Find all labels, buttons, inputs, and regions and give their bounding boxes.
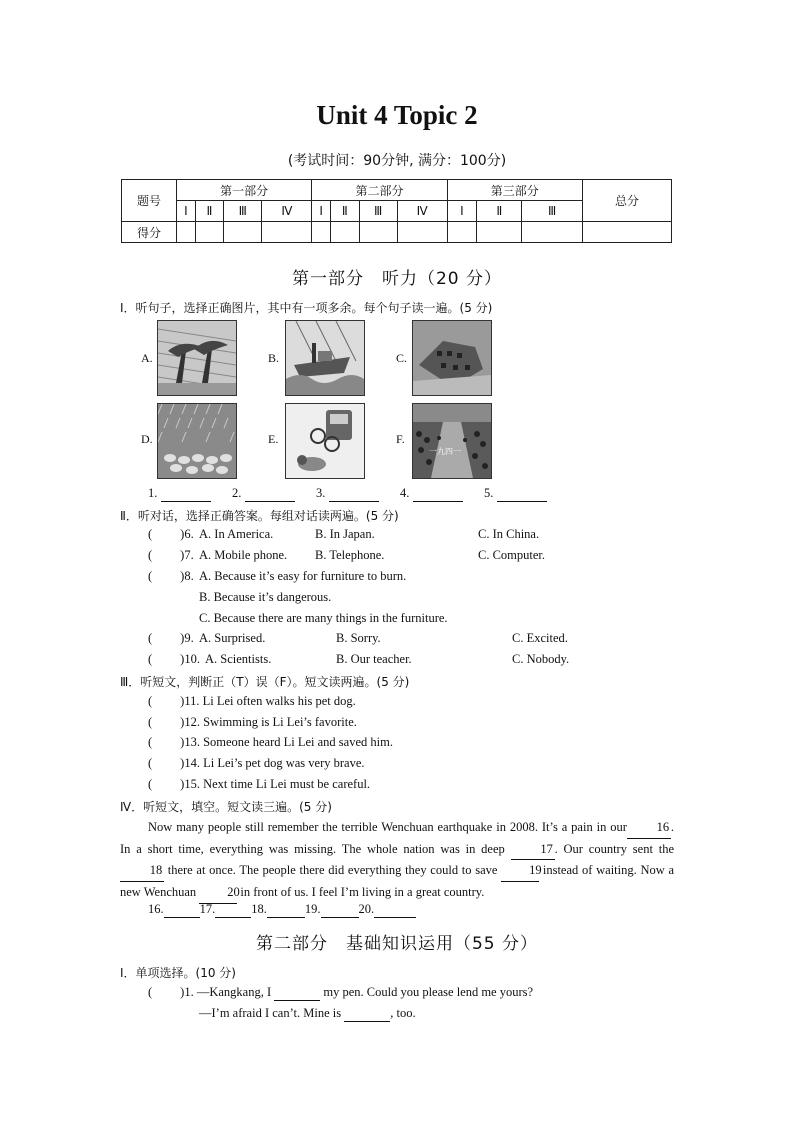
passage-text: there at once. The people there did everything they could to save	[167, 863, 498, 878]
answer-paren: (	[148, 652, 153, 666]
question-text: , too.	[390, 1006, 416, 1020]
question-6	[148, 527, 194, 542]
answer-1-label: 1.	[148, 486, 158, 500]
passage-text: Now many people still remember the terrible Wenchuan earthquake in 2008. It’s a pain in our	[148, 820, 627, 834]
question-number: )10.	[180, 652, 200, 666]
q3-instruction: Ⅲ．听短文，判断正（T）误（F）。短文读两遍。(5 分)	[120, 675, 410, 689]
rain-flood-picture	[157, 403, 237, 479]
answer-17-blank[interactable]	[215, 902, 251, 918]
answer-19-label: 19.	[304, 902, 321, 916]
question-9	[148, 631, 194, 646]
blank-20[interactable]: 20	[199, 882, 237, 904]
option-c: C. Because there are many things in the furniture.	[199, 611, 448, 625]
score-cell[interactable]	[331, 222, 359, 243]
part2-col: Ⅰ	[312, 201, 331, 222]
answer-paren: (	[148, 756, 153, 770]
blank-18[interactable]: 18	[120, 860, 164, 882]
picture-label-a: A.	[141, 351, 153, 365]
question-number: )9.	[180, 631, 194, 645]
answer-2-label: 2.	[232, 486, 242, 500]
score-cell[interactable]	[359, 222, 397, 243]
answer-line	[484, 486, 547, 502]
question-text: my pen. Could you please lend me yours?	[323, 985, 534, 999]
question-blank[interactable]	[344, 1006, 390, 1022]
answer-paren: (	[148, 777, 153, 791]
question-number: )8.	[180, 569, 194, 583]
part1-col: Ⅰ	[177, 201, 196, 222]
answer-18-label: 18.	[251, 902, 267, 916]
s2-question-1-reply	[199, 1006, 416, 1022]
score-cell[interactable]	[224, 222, 262, 243]
part3-col: Ⅰ	[447, 201, 477, 222]
q4-instruction: Ⅳ．听短文，填空。短文读三遍。(5 分)	[120, 800, 332, 814]
answer-16-label: 16.	[148, 902, 164, 916]
question-10	[148, 652, 200, 667]
option-c: C. In China.	[478, 527, 540, 541]
answer-line	[400, 486, 463, 502]
answer-3-blank[interactable]	[329, 486, 379, 502]
option-a: A. Scientists.	[205, 652, 272, 666]
option-a: A. Surprised.	[199, 631, 266, 645]
answer-16-blank[interactable]	[164, 902, 200, 918]
score-cell[interactable]	[195, 222, 223, 243]
question-14	[148, 756, 365, 771]
answer-3-label: 3.	[316, 486, 326, 500]
blank-16[interactable]: 16	[627, 817, 671, 839]
passage-text: in front of us. I feel I’m living in a great country.	[240, 885, 485, 900]
answer-paren: (	[148, 694, 153, 708]
collapsed-building-picture	[412, 320, 492, 396]
blank-19[interactable]: 19	[501, 860, 539, 882]
answer-2-blank[interactable]	[245, 486, 295, 502]
answer-line	[316, 486, 379, 502]
q2-instruction: Ⅱ．听对话，选择正确答案。每组对话读两遍。(5 分)	[120, 509, 399, 523]
cloze-answer-line	[148, 902, 416, 918]
part2-header: 第二部分	[312, 180, 447, 201]
statement-text: )14. Li Lei’s pet dog was very brave.	[180, 756, 365, 770]
bike-accident-picture	[285, 403, 365, 479]
picture-label-b: B.	[268, 351, 280, 365]
score-cell[interactable]	[312, 222, 331, 243]
part1-col: Ⅳ	[262, 201, 312, 222]
option-b: B. In Japan.	[315, 527, 375, 541]
part3-header: 第三部分	[447, 180, 582, 201]
q1-instruction: Ⅰ．听句子，选择正确图片，其中有一项多余。每个句子读一遍。(5 分)	[120, 301, 493, 315]
cloze-passage	[120, 817, 674, 904]
option-b: B. Because it’s dangerous.	[199, 590, 332, 604]
answer-paren: (	[148, 985, 153, 999]
answer-19-blank[interactable]	[321, 902, 359, 918]
answer-paren: (	[148, 569, 153, 583]
ship-in-storm-picture	[285, 320, 365, 396]
answer-1-blank[interactable]	[161, 486, 211, 502]
passage-text: instead of waiting. Now a new Wenchuan	[120, 863, 675, 900]
answer-line	[148, 486, 211, 502]
statement-text: )13. Someone heard Li Lei and saved him.	[180, 735, 393, 749]
score-table	[121, 179, 672, 243]
answer-5-label: 5.	[484, 486, 494, 500]
part3-col: Ⅱ	[477, 201, 522, 222]
answer-4-blank[interactable]	[413, 486, 463, 502]
answer-paren: (	[148, 631, 153, 645]
passage-text: . In a short time, everything was missing. The whole nation was in deep	[120, 820, 674, 856]
statement-text: )12. Swimming is Li Lei’s favorite.	[180, 715, 357, 729]
part1-header: 第一部分	[177, 180, 312, 201]
answer-paren: (	[148, 715, 153, 729]
question-text: —I’m afraid I can’t. Mine is	[199, 1006, 342, 1020]
part2-col: Ⅱ	[331, 201, 359, 222]
option-b: B. Our teacher.	[336, 652, 412, 666]
answer-paren: (	[148, 527, 153, 541]
score-cell[interactable]	[477, 222, 522, 243]
question-13	[148, 735, 393, 750]
question-number: )6.	[180, 527, 194, 541]
answer-17-label: 17.	[199, 902, 216, 916]
answer-line	[232, 486, 295, 502]
answer-20-blank[interactable]	[374, 902, 416, 918]
picture-label-d: D.	[141, 432, 153, 446]
picture-label-f: F.	[396, 432, 405, 446]
total-header: 总分	[583, 180, 672, 222]
question-11	[148, 694, 356, 709]
question-blank[interactable]	[274, 985, 320, 1001]
part2-col: Ⅳ	[397, 201, 447, 222]
picture-label-c: C.	[396, 351, 408, 365]
score-cell[interactable]	[397, 222, 447, 243]
question-text: )1. —Kangkang, I	[180, 985, 272, 999]
option-b: B. Sorry.	[336, 631, 381, 645]
s2-question-1	[148, 985, 533, 1001]
question-15	[148, 777, 370, 792]
option-a: A. Mobile phone.	[199, 548, 288, 562]
score-cell[interactable]	[177, 222, 196, 243]
row-header-number: 题号	[122, 180, 177, 222]
option-c: C. Computer.	[478, 548, 546, 562]
part1-col: Ⅱ	[195, 201, 223, 222]
score-cell[interactable]	[583, 222, 672, 243]
score-cell[interactable]	[262, 222, 312, 243]
answer-paren: (	[148, 548, 153, 562]
storm-trees-picture	[157, 320, 237, 396]
section2-heading: 第二部分 基础知识运用（55 分）	[255, 934, 539, 954]
statement-text: )15. Next time Li Lei must be careful.	[180, 777, 371, 791]
question-12	[148, 715, 357, 730]
option-b: B. Telephone.	[315, 548, 385, 562]
score-cell[interactable]	[522, 222, 583, 243]
statement-text: )11. Li Lei often walks his pet dog.	[180, 694, 356, 708]
part2-col: Ⅲ	[359, 201, 397, 222]
option-a: A. In America.	[199, 527, 274, 541]
picture-label-e: E.	[268, 432, 279, 446]
exam-info: (考试时间：90分钟, 满分：100分)	[287, 153, 507, 169]
picture-f-caption: 一九四一	[429, 447, 461, 456]
option-c: C. Excited.	[512, 631, 568, 645]
passage-text: . Our country sent the	[554, 841, 675, 856]
option-a: A. Because it’s easy for furniture to burn.	[199, 569, 407, 583]
answer-5-blank[interactable]	[497, 486, 547, 502]
row-header-score: 得分	[122, 222, 177, 243]
part1-col: Ⅲ	[224, 201, 262, 222]
answer-18-blank[interactable]	[267, 902, 305, 918]
page-title: Unit 4 Topic 2	[316, 100, 478, 130]
question-8	[148, 569, 194, 584]
answer-paren: (	[148, 735, 153, 749]
part3-col: Ⅲ	[522, 201, 583, 222]
question-number: )7.	[180, 548, 194, 562]
question-7	[148, 548, 194, 563]
section1-heading: 第一部分 听力（20 分）	[291, 269, 503, 289]
score-cell[interactable]	[447, 222, 477, 243]
crowd-parade-picture	[412, 403, 492, 479]
s2-q1-instruction: Ⅰ．单项选择。(10 分)	[120, 966, 236, 980]
answer-20-label: 20.	[358, 902, 375, 916]
blank-17[interactable]: 17	[511, 839, 555, 861]
answer-4-label: 4.	[400, 486, 410, 500]
option-c: C. Nobody.	[512, 652, 570, 666]
